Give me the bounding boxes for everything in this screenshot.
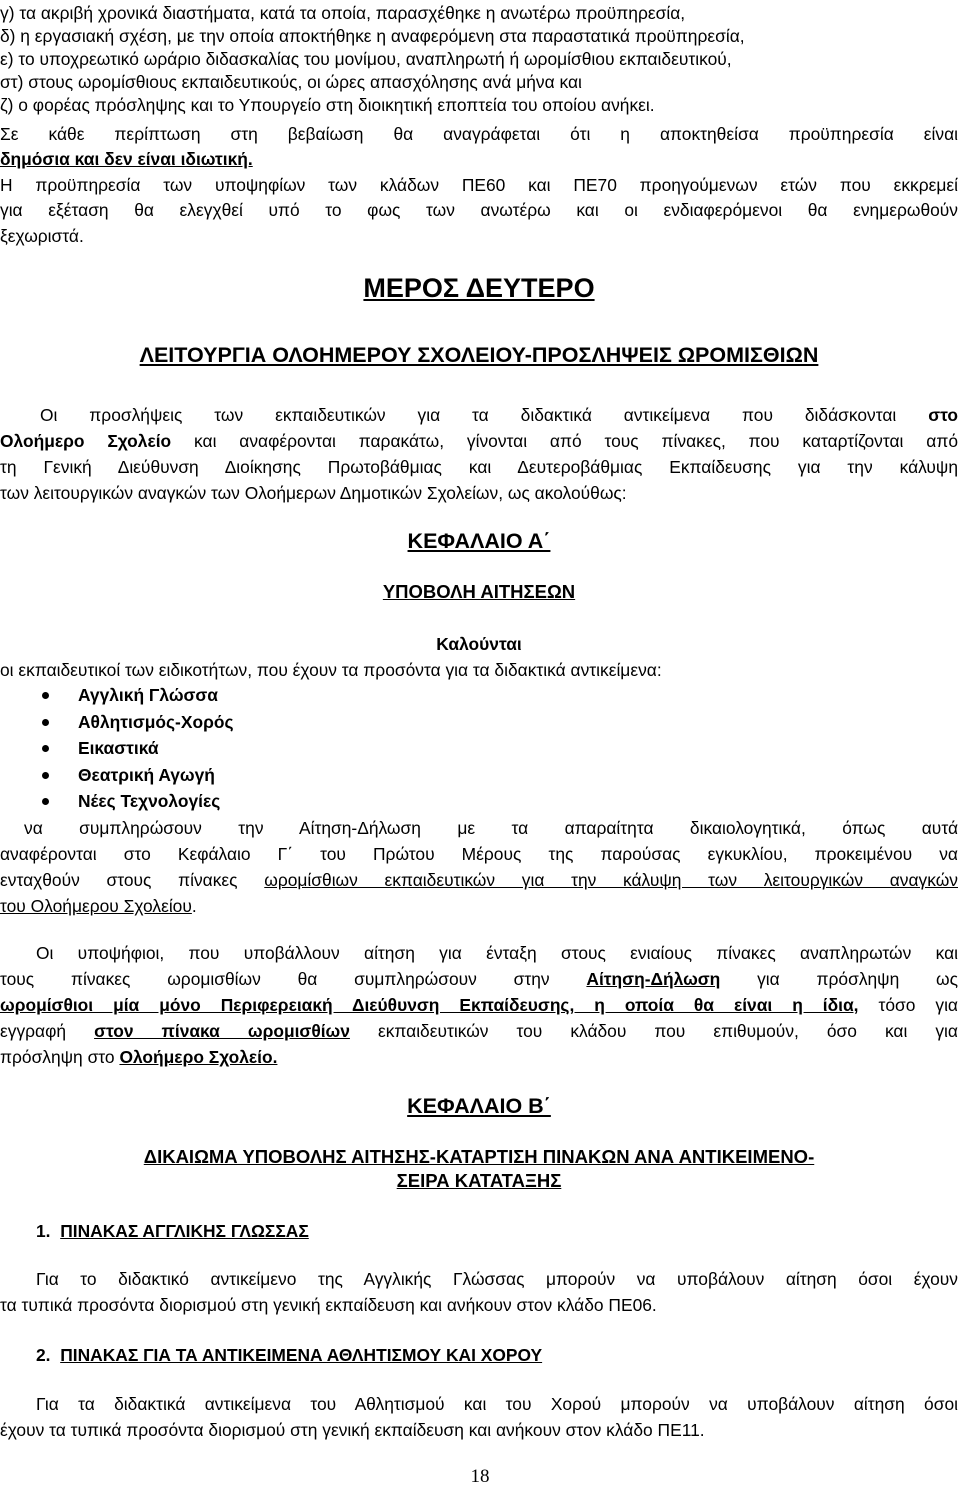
part-intro-text-1: Οι προσλήψεις των εκπαιδευτικών για τα διδακτικά αντικείμενα που διδάσκονται: [40, 405, 897, 425]
fill-period: .: [191, 896, 197, 916]
bullet-icon: [42, 745, 49, 752]
part-subtitle: ΛΕΙΤΟΥΡΓΙΑ ΟΛΟΗΜΕΡΟΥ ΣΧΟΛΕΙΟΥ-ΠΡΟΣΛΗΨΕΙΣ ΩΡΟΜΙΣΘΙΩΝ: [139, 343, 819, 367]
candidates-line-5: [0, 1044, 958, 1070]
invited-line: οι εκπαιδευτικοί των ειδικοτήτων, που έχουν τα προσόντα για τα διδακτικά αντικείμενα:: [0, 660, 662, 680]
list-item: [0, 762, 600, 789]
subject-label: Εικαστικά: [78, 738, 159, 758]
certificate-line-1: Σε κάθε περίπτωση στη βεβαίωση θα αναγράφεται ότι η αποκτηθείσα προϋπηρεσία είναι: [0, 124, 958, 144]
subject-label: Αθλητισμός-Χορός: [78, 711, 234, 732]
cand-text-2a: τους πίνακες ωρομισθίων θα συμπληρώσουν στην: [0, 969, 550, 989]
fill-line-4: [0, 893, 958, 919]
cand-text-2c: για πρόσληψη ως: [757, 969, 959, 989]
cand-bold-2: Αίτηση-Δήλωση: [586, 969, 721, 989]
fill-line-1: να συμπληρώσουν την Αίτηση-Δήλωση με τα απαραίτητα δικαιολογητικά, όπως αυτά: [24, 818, 958, 838]
item-z: ζ) ο φορέας πρόσληψης και το Υπουργείο στη διοικητική εποπτεία του οποίου ανήκει.: [0, 95, 655, 115]
section-1-line-2: τα τυπικά προσόντα διορισμού στη γενική εκπαίδευση και ανήκουν στον κλάδο ΠΕ06.: [0, 1295, 657, 1315]
fill-line-3: [0, 867, 958, 893]
fill-underlined-3: ωρομίσθιων εκπαιδευτικών για την κάλυψη των λειτουργικών αναγκών: [264, 870, 958, 890]
pe-line-1: Η προϋπηρεσία των υποψηφίων των κλάδων ΠΕ60 και ΠΕ70 προηγούμενων ετών που εκκρεμεί: [0, 175, 958, 195]
section-2-line-2: έχουν τα τυπικά προσόντα διορισμού στη γενική εκπαίδευση και ανήκουν στον κλάδο ΠΕ11.: [0, 1420, 705, 1440]
candidates-line-3: [0, 992, 958, 1018]
part-intro-line-3: τη Γενική Διεύθυνση Διοίκησης Πρωτοβάθμιας και Δευτεροβάθμιας Εκπαίδευσης για την κάλυψη: [0, 457, 958, 477]
item-e: ε) το υποχρεωτικό ωράριο διδασκαλίας του μονίμου, αναπληρωτή ή ωρομίσθιου εκπαιδευτικού,: [0, 49, 732, 69]
subject-label: Νέες Τεχνολογίες: [78, 791, 221, 811]
fill-text-3: ενταχθούν στους πίνακες: [0, 870, 238, 890]
candidates-line-4: [0, 1018, 958, 1044]
fill-underlined-4: του Ολοήμερου Σχολείου: [0, 896, 192, 916]
section-2-heading: [36, 1342, 960, 1368]
cand-text-4a: εγγραφή: [0, 1021, 67, 1041]
pe-line-3: ξεχωριστά.: [0, 226, 84, 246]
bullet-icon: [42, 772, 49, 779]
cand-bold-3: ωρομίσθιοι μία μόνο Περιφερειακή Διεύθυνση Εκπαίδευσης, η οποία θα είναι η ίδια,: [0, 995, 859, 1015]
section-1-line-1: Για το διδακτικό αντικείμενο της Αγγλικής Γλώσσας μπορούν να υποβάλουν αίτηση όσοι έχουν: [36, 1269, 958, 1289]
pe-line-2: για εξέταση θα ελεγχθεί υπό το φως των ανωτέρω και οι ενδιαφερόμενοι θα ενημερωθούν: [0, 200, 958, 220]
cand-bold-5: Ολοήμερο Σχολείο.: [119, 1047, 278, 1067]
section-number: 2.: [36, 1345, 51, 1365]
part-intro-line-4: των λειτουργικών αναγκών των Ολοήμερων Δημοτικών Σχολείων, ως ακολούθως:: [0, 483, 627, 503]
candidates-line-1: Οι υποψήφιοι, που υποβάλλουν αίτηση για ένταξη στους ενιαίους πίνακες αναπληρωτών και: [36, 943, 958, 963]
list-item: [0, 682, 600, 709]
chapter-b-title: ΚΕΦΑΛΑΙΟ Β΄: [407, 1094, 551, 1118]
cand-text-5: πρόσληψη στο: [0, 1047, 115, 1067]
section-2-line-1: Για τα διδακτικά αντικείμενα του Αθλητισμού και του Χορού μπορούν να υποβάλουν αίτηση όσοι: [36, 1394, 958, 1414]
item-st: στ) στους ωρομίσθιους εκπαιδευτικούς, οι ώρες απασχόλησης ανά μήνα και: [0, 72, 582, 92]
chapter-b-subtitle-2: ΣΕΙΡΑ ΚΑΤΑΤΑΞΗΣ: [396, 1170, 562, 1191]
part-intro-bold-2: Ολοήμερο Σχολείο: [0, 431, 172, 451]
bullet-icon: [42, 719, 49, 726]
page-number: 18: [470, 1466, 490, 1487]
part-intro-bold-1: στο: [928, 405, 958, 425]
list-item: [0, 788, 600, 815]
part-intro-text-2: και αναφέρονται παρακάτω, γίνονται από τους πίνακες, που καταρτίζονται από: [194, 431, 958, 451]
item-g: γ) τα ακριβή χρονικά διαστήματα, κατά τα οποία, παρασχέθηκε η ανωτέρω προϋπηρεσία,: [0, 3, 686, 23]
chapter-a-subtitle: ΥΠΟΒΟΛΗ ΑΙΤΗΣΕΩΝ: [382, 581, 576, 602]
section-1-heading: [36, 1218, 960, 1244]
list-item: [0, 735, 600, 762]
part-title: ΜΕΡΟΣ ΔΕΥΤΕΡΟ: [363, 273, 595, 303]
list-item: [0, 709, 600, 736]
section-title: ΠΙΝΑΚΑΣ ΓΙΑ ΤΑ ΑΝΤΙΚΕΙΜΕΝΑ ΑΘΛΗΤΙΣΜΟΥ ΚΑΙ ΧΟΡΟΥ: [60, 1345, 543, 1365]
part-intro-line-2: [0, 428, 958, 454]
cand-bold-4: στον πίνακα ωρομισθίων: [94, 1021, 350, 1041]
subjects-list: [0, 682, 600, 815]
section-title: ΠΙΝΑΚΑΣ ΑΓΓΛΙΚΗΣ ΓΛΩΣΣΑΣ: [60, 1221, 309, 1241]
chapter-a-title: ΚΕΦΑΛΑΙΟ Α΄: [407, 529, 551, 553]
section-number: 1.: [36, 1221, 51, 1241]
fill-line-2: αναφέρονται στο Κεφάλαιο Γ΄ του Πρώτου Μέρους της παρούσας εγκυκλίου, προκειμένου να: [0, 844, 958, 864]
part-intro-line-1: [0, 402, 958, 428]
bullet-icon: [42, 798, 49, 805]
subject-label: Θεατρική Αγωγή: [78, 764, 215, 785]
cand-text-3: τόσο για: [878, 995, 958, 1015]
cand-text-4c: εκπαιδευτικών του κλάδου που επιθυμούν, όσο και για: [377, 1021, 958, 1041]
subject-label: Αγγλική Γλώσσα: [78, 685, 218, 705]
chapter-b-subtitle-1: ΔΙΚΑΙΩΜΑ ΥΠΟΒΟΛΗΣ ΑΙΤΗΣΗΣ-ΚΑΤΑΡΤΙΣΗ ΠΙΝΑΚΩΝ ΑΝΑ ΑΝΤΙΚΕΙΜΕΝΟ-: [143, 1146, 815, 1167]
invited-heading: Καλούνται: [436, 634, 522, 654]
item-d: δ) η εργασιακή σχέση, με την οποία αποκτήθηκε η αναφερόμενη στα παραστατικά προϋπηρεσία,: [0, 26, 745, 46]
certificate-line-2: δημόσια και δεν είναι ιδιωτική.: [0, 149, 253, 169]
candidates-line-2: [0, 966, 958, 992]
bullet-icon: [42, 692, 49, 699]
